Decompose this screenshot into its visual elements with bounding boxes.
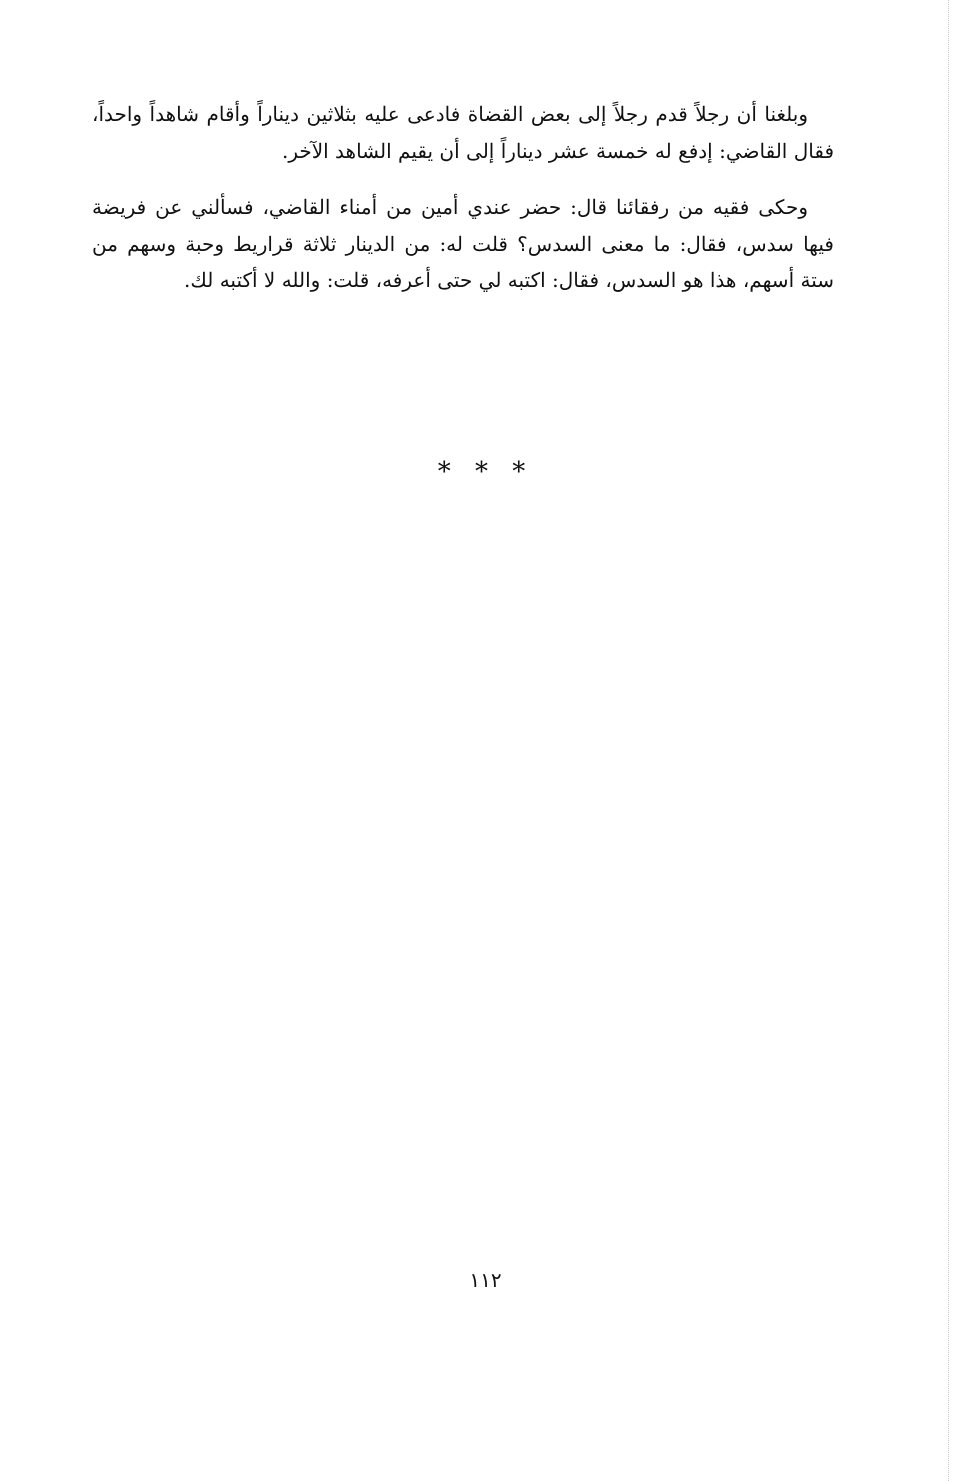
page-number: ١١٢ [469,1268,502,1292]
paragraph-2: وحكى فقيه من رفقائنا قال: حضر عندي أمين من أمناء القاضي، فسألني عن فريضة فيها سدس، فقال: ما معنى السدس؟ قلت له: من الدينار ثلاثة قراريط وحبة وسهم من ستة أسهم، هذا هو السدس، فقال: اكتبه لي حتى أعرفه، قلت: والله لا أكتبه لك. [92,195,834,292]
paragraph-1: وبلغنا أن رجلاً قدم رجلاً إلى بعض القضاة فادعى عليه بثلاثين ديناراً وأقام شاهداً واحداً، فقال القاضي: إدفع له خمسة عشر ديناراً إلى أن يقيم الشاهد الآخر. [92,102,834,163]
scan-edge-line [948,0,949,1481]
body-text [92,96,834,319]
section-separator: * * * [437,457,534,487]
